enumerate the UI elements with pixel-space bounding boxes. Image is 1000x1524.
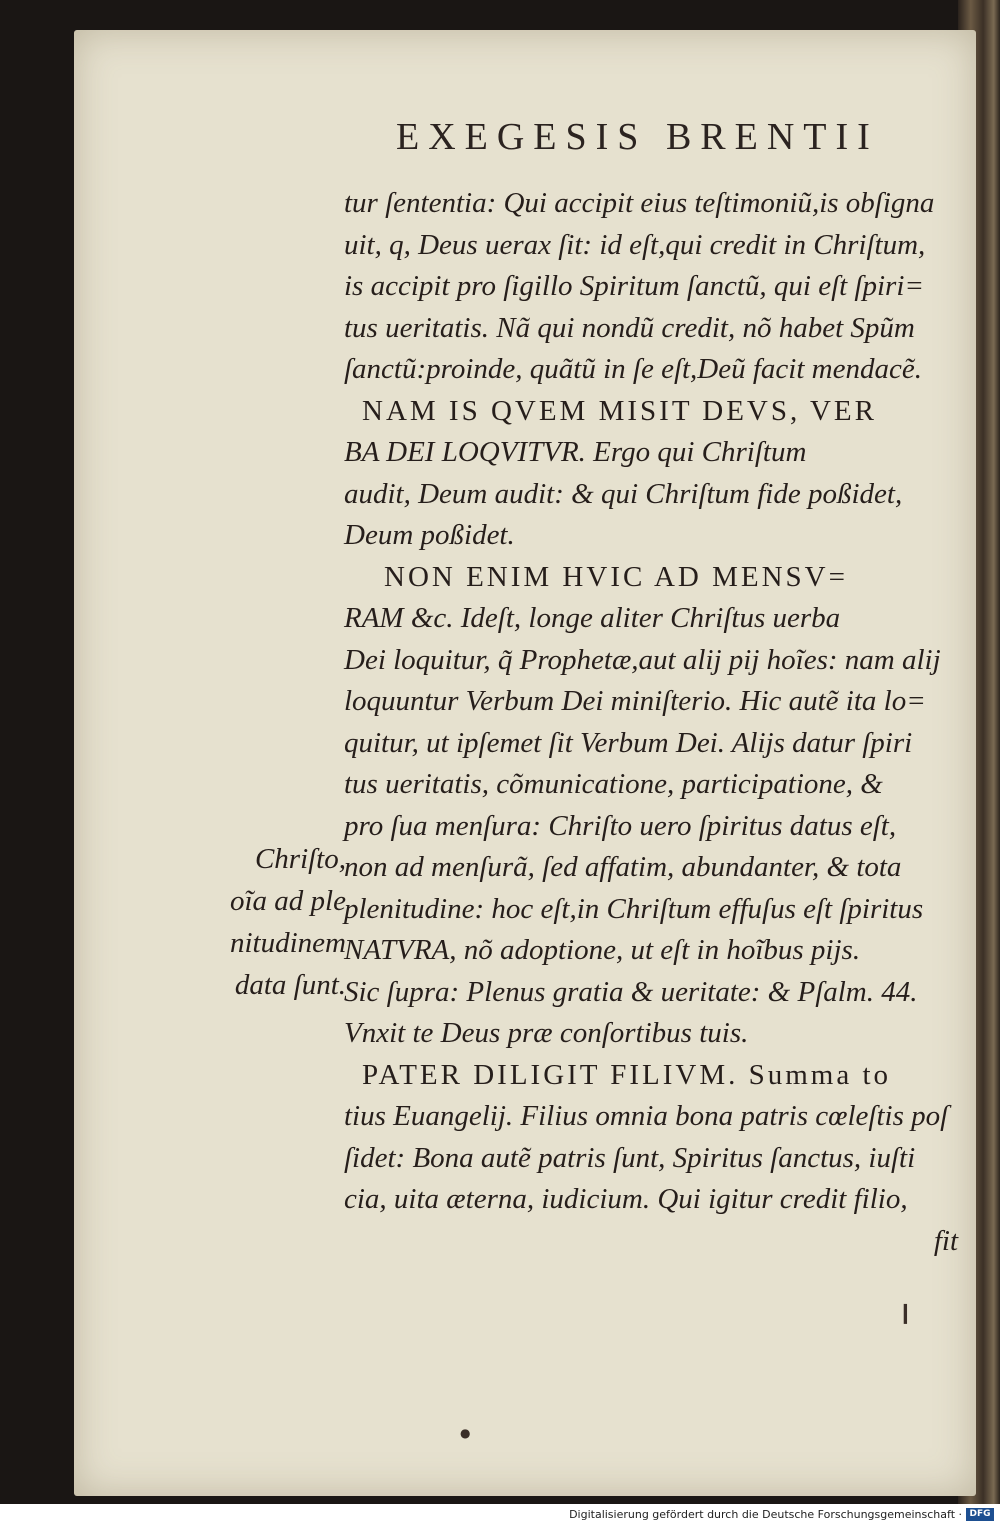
ink-mark: ● [460, 1426, 471, 1440]
text-line: tius Euangelij. Filius omnia bona patris cœleſtis poſ [344, 1100, 949, 1132]
text-line: Sic ſupra: Plenus gratia & ueritate: & Pſalm. 44. [344, 975, 918, 1008]
text-line: quitur, ut ipſemet ſit Verbum Dei. Alijs datur ſpiri [344, 726, 913, 759]
text-line: tus ueritatis, cõmunicatione, participatione, & [344, 768, 883, 800]
ink-mark: ❙ [897, 1300, 914, 1324]
text-line: plenitudine: hoc eſt,in Chriſtum effuſus eſt ſpiritus [344, 892, 924, 925]
dfg-logo: DFG [966, 1508, 994, 1521]
text-line: RAM &c. Ideſt, longe aliter Chriſtus uerba [344, 602, 841, 634]
marginal-line: Chriſto, [254, 843, 346, 875]
text-line: tus ueritatis. Nã qui nondũ credit, nõ habet Spũm [344, 311, 915, 344]
text-line: Vnxit te Deus præ conſortibus tuis. [344, 1017, 749, 1049]
text-line: NAM IS QVEM MISIT DEVS, VER [362, 394, 877, 427]
text-line: pro ſua menſura: Chriſto uero ſpiritus datus eſt, [344, 809, 897, 842]
text-line: ſanctũ:proinde, quãtũ in ſe eſt,Deũ facit mendacẽ. [344, 353, 922, 385]
text-line: fit [933, 1224, 958, 1257]
footer-credit: Digitalisierung gefördert durch die Deutsche Forschungsgemeinschaft · [569, 1508, 962, 1521]
text-line: non ad menſurã, ſed affatim, abundanter, & tota [344, 851, 902, 883]
footer-bar [0, 1504, 1000, 1524]
text-line: audit, Deum audit: & qui Chriſtum fide poßidet, [344, 477, 903, 510]
main-text [344, 183, 964, 1262]
marginal-line: nitudinem [230, 927, 346, 959]
text-line: tur ſententia: Qui accipit eius teſtimoniũ,is obſigna [344, 187, 935, 219]
text-line: uit, q, Deus uerax ſit: id eſt,qui credit in Chriſtum, [344, 228, 926, 261]
text-line: Deum poßidet. [344, 519, 515, 551]
text-line: cia, uita æterna, iudicium. Qui igitur credit filio, [344, 1183, 908, 1215]
text-line: ſidet: Bona autẽ patris ſunt, Spiritus ſanctus, iuſti [344, 1141, 916, 1174]
text-line: NON ENIM HVIC AD MENSV= [384, 560, 848, 593]
text-line: PATER DILIGIT FILIVM. Summa to [362, 1058, 892, 1091]
marginal-note [196, 838, 346, 1006]
text-line: loquuntur Verbum Dei miniſterio. Hic autẽ ita lo= [344, 685, 926, 717]
text-line: Dei loquitur, q̃ Prophetæ,aut alij pij hoĩes: nam alij [344, 643, 941, 676]
running-head: EXEGESIS BRENTII [396, 116, 879, 158]
text-line: BA DEI LOQVITVR. Ergo qui Chriſtum [344, 436, 807, 468]
marginal-line: oĩa ad ple [230, 885, 346, 917]
text-line: is accipit pro ſigillo Spiritum ſanctũ, qui eſt ſpiri= [344, 270, 924, 302]
marginal-line: data ſunt. [234, 969, 346, 1001]
text-line: NATVRA, nõ adoptione, ut eſt in hoĩbus pijs. [344, 934, 861, 966]
